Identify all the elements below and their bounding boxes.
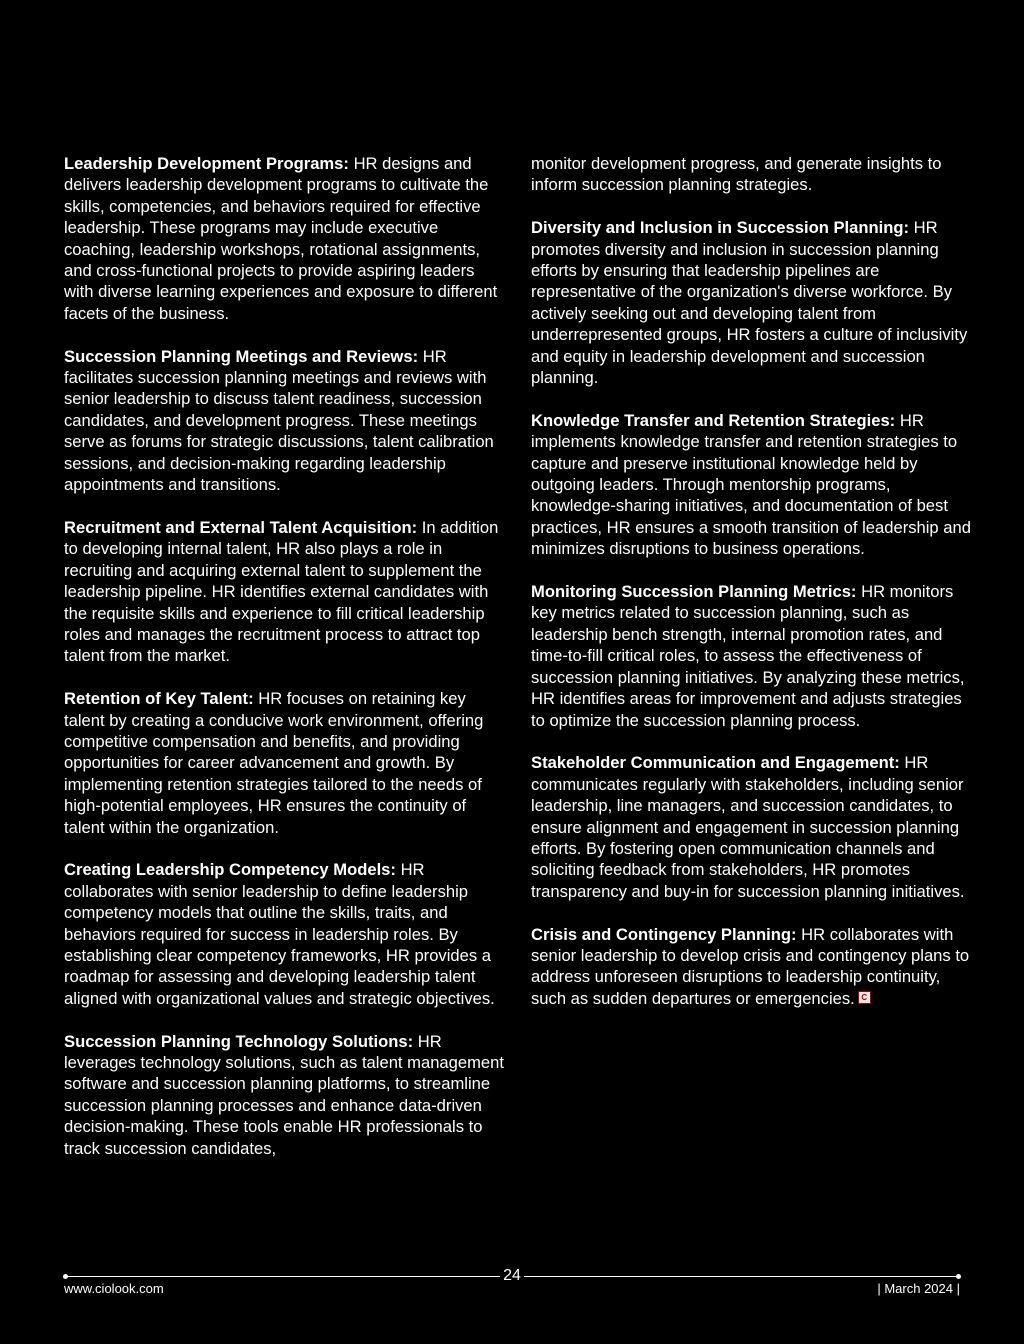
- paragraph-heading: Knowledge Transfer and Retention Strategies:: [531, 410, 896, 430]
- paragraph: [531, 153, 971, 196]
- paragraph-heading: Monitoring Succession Planning Metrics:: [531, 582, 857, 602]
- paragraph-body: HR implements knowledge transfer and retention strategies to capture and preserve institutional knowledge held by outgoing leaders. Through mentorship programs, knowledge-sharing initiatives, and documentation of best practices, HR ensures a smooth transition of leadership and minimizes disruptions to business operations.: [531, 410, 971, 559]
- paragraph: [64, 346, 504, 496]
- paragraph-heading: Creating Leadership Competency Models:: [64, 860, 396, 880]
- paragraph: [531, 410, 971, 560]
- paragraph-body: HR promotes diversity and inclusion in succession planning efforts by ensuring that leadership pipelines are representative of the organization's diverse workforce. By actively seeking out and developing talent from underrepresented groups, HR fosters a culture of inclusivity and equity in leadership development and succession planning.: [531, 218, 968, 388]
- paragraph-body: HR collaborates with senior leadership to develop crisis and contingency plans to address unforeseen disruptions to leadership continuity, such as sudden departures or emergencies.: [531, 924, 970, 1008]
- paragraph-body: HR monitors key metrics related to succession planning, such as leadership bench strength, internal promotion rates, and time-to-fill critical roles, to assess the effectiveness of succession planning initiatives. By analyzing these metrics, HR identifies areas for improvement and adjusts strategies to optimize the succession planning process.: [531, 582, 965, 730]
- paragraph-body: HR focuses on retaining key talent by creating a conducive work environment, offering competitive compensation and benefits, and providing opportunities for career advancement and growth. By implementing retention strategies tailored to the needs of high-potential employees, HR ensures the continuity of talent within the organization.: [64, 689, 484, 837]
- right-column: [531, 153, 971, 1031]
- paragraph: [531, 581, 971, 731]
- paragraph: [531, 217, 971, 388]
- footer-rule-left: [64, 1276, 500, 1277]
- paragraph-heading: Succession Planning Meetings and Reviews:: [64, 346, 419, 366]
- paragraph: [64, 859, 504, 1009]
- paragraph-heading: Stakeholder Communication and Engagement:: [531, 753, 900, 773]
- left-column: [64, 153, 504, 1180]
- paragraph-body: HR collaborates with senior leadership to define leadership competency models that outline the skills, traits, and behaviors required for success in leadership roles. By establishing clear competency frameworks, HR provides a roadmap for assessing and developing leadership talent aligned with organizational values and strategic objectives.: [64, 860, 495, 1008]
- paragraph-heading: Recruitment and External Talent Acquisition:: [64, 517, 418, 537]
- paragraph-heading: Succession Planning Technology Solutions:: [64, 1031, 414, 1051]
- paragraph-body: HR leverages technology solutions, such as talent management software and succession planning platforms, to streamline succession planning processes and enhance data-driven decision-making. These tools enable HR professionals to track succession candidates,: [64, 1031, 505, 1158]
- paragraph-body: HR communicates regularly with stakeholders, including senior leadership, line managers, and succession candidates, to ensure alignment and engagement in succession planning efforts. By fostering open communication channels and soliciting feedback from stakeholders, HR promotes transparency and buy-in for succession planning initiatives.: [531, 753, 965, 901]
- paragraph: [64, 517, 504, 667]
- paragraph: [64, 688, 504, 838]
- paragraph-body: HR designs and delivers leadership development programs to cultivate the skills, competencies, and behaviors required for effective leadership. These programs may include executive coaching, leadership workshops, rotational assignments, and cross-functional projects to provide aspiring leaders with diverse learning experiences and exposure to different facets of the business.: [64, 154, 498, 323]
- paragraph: [531, 752, 971, 902]
- footer-rule-right: [524, 1276, 960, 1277]
- footer-dot-icon: [63, 1274, 68, 1279]
- footer-dot-icon: [956, 1274, 961, 1279]
- paragraph-heading: Crisis and Contingency Planning:: [531, 924, 797, 944]
- paragraph: [64, 1031, 504, 1159]
- paragraph-body: monitor development progress, and generate insights to inform succession planning strategies.: [531, 154, 942, 195]
- paragraph-heading: Retention of Key Talent:: [64, 689, 254, 709]
- paragraph-heading: Diversity and Inclusion in Succession Planning:: [531, 218, 910, 238]
- paragraph: [64, 153, 504, 324]
- ciolook-logo-icon: C: [858, 991, 871, 1004]
- paragraph-heading: Leadership Development Programs:: [64, 154, 349, 173]
- footer-date: | March 2024 |: [877, 1281, 960, 1296]
- paragraph-body: HR facilitates succession planning meetings and reviews with senior leadership to discuss talent readiness, succession candidates, and development progress. These meetings serve as forums for strategic discussions, talent calibration sessions, and decision-making regarding leadership appointments and transitions.: [64, 346, 494, 495]
- footer-url: www.ciolook.com: [64, 1281, 164, 1296]
- paragraph: [531, 924, 971, 1010]
- page-number: 24: [503, 1267, 521, 1284]
- paragraph-body: In addition to developing internal talent, HR also plays a role in recruiting and acquiring external talent to supplement the leadership pipeline. HR identifies external candidates with the requisite skills and experience to fill critical leadership roles and manages the recruitment process to attract top talent from the market.: [64, 517, 499, 666]
